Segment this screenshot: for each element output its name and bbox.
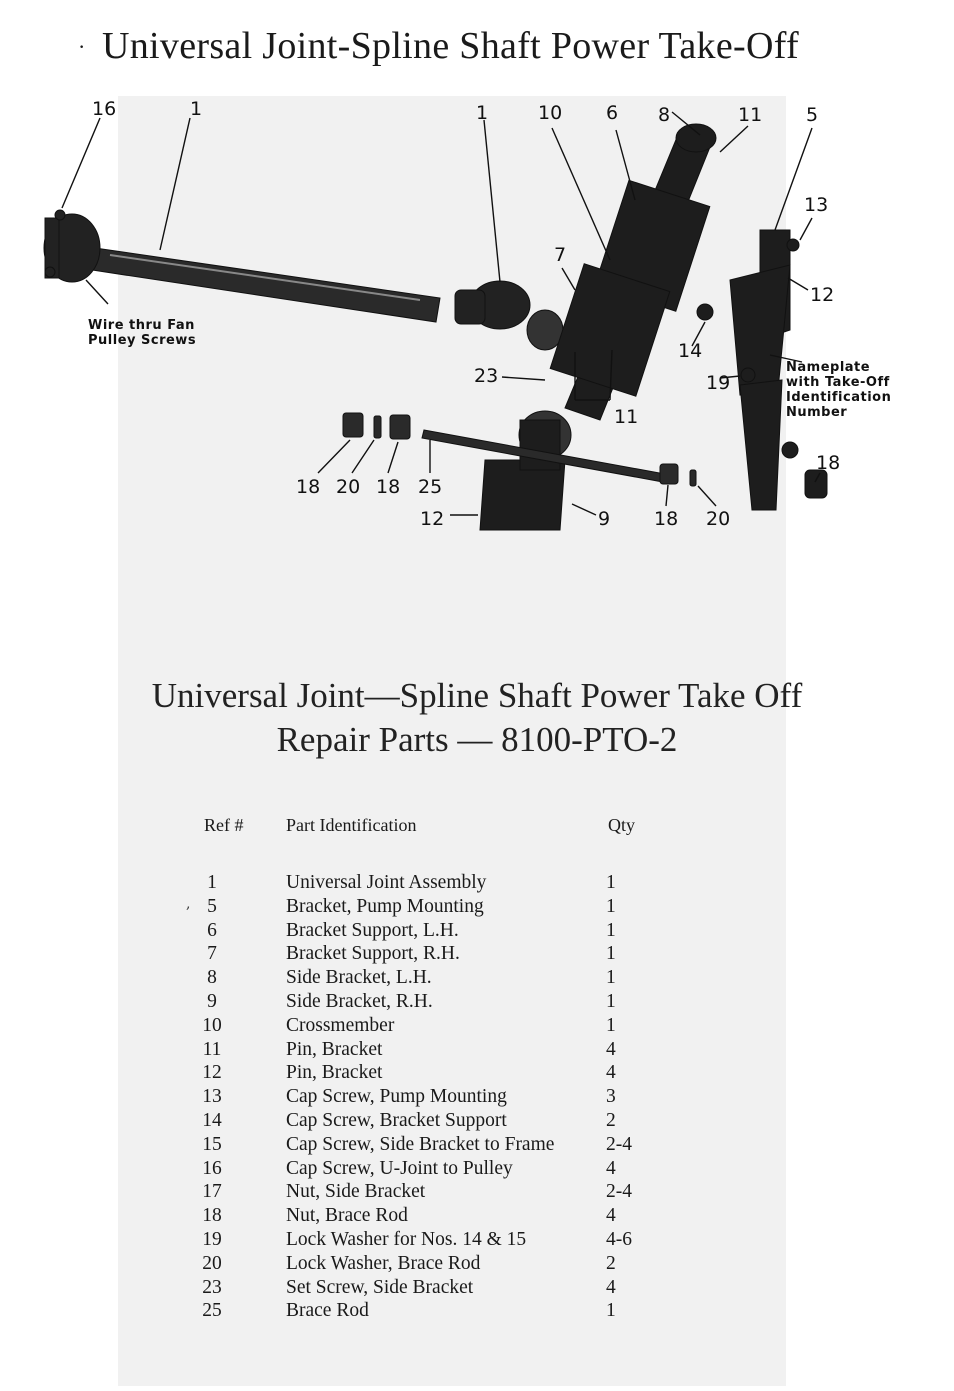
part-ref: 15 (202, 1133, 222, 1155)
table-row (200, 1204, 660, 1228)
part-name: Side Bracket, R.H. (286, 990, 433, 1012)
repair-parts-table (200, 815, 660, 1323)
callout-18-c: 18 (654, 508, 679, 530)
part-name: Brace Rod (286, 1300, 369, 1322)
section-heading-line-1: Universal Joint—Spline Shaft Power Take Off (151, 676, 803, 715)
part-ref: 13 (202, 1086, 222, 1108)
table-row (200, 966, 660, 990)
exploded-view-diagram (0, 90, 954, 560)
fan-pulley-note (88, 318, 196, 348)
part-ref: 14 (202, 1109, 222, 1131)
callout-11-bottom: 11 (614, 406, 639, 428)
callout-7: 7 (554, 244, 567, 266)
table-row (200, 1252, 660, 1276)
stray-mark: , (186, 896, 191, 912)
table-row (200, 1299, 660, 1323)
part-ref: 10 (202, 1014, 222, 1036)
nameplate-line-4: Number (786, 405, 848, 420)
table-row (200, 942, 660, 966)
table-row (200, 1157, 660, 1181)
part-qty: 1 (606, 990, 616, 1012)
part-qty: 1 (606, 943, 616, 965)
part-ref: 23 (202, 1276, 222, 1298)
universal-joint-left (44, 210, 100, 282)
part-qty: 4 (606, 1157, 616, 1179)
part-qty: 1 (606, 895, 616, 917)
part-qty: 1 (606, 1014, 616, 1036)
part-name: Cap Screw, Pump Mounting (286, 1086, 507, 1108)
table-row (200, 1133, 660, 1157)
part-ref: 17 (202, 1181, 222, 1203)
callout-20-b: 20 (706, 508, 731, 530)
part-ref: 12 (202, 1062, 222, 1084)
part-ref: 16 (202, 1157, 222, 1179)
callout-25: 25 (418, 476, 443, 498)
part-qty: 4-6 (606, 1228, 632, 1250)
part-qty: 2-4 (606, 1133, 632, 1155)
callout-12-right: 12 (810, 284, 835, 306)
part-qty: 3 (606, 1086, 616, 1108)
table-row (200, 1276, 660, 1300)
callout-23: 23 (474, 365, 499, 387)
header-ref: Ref # (204, 815, 244, 835)
part-qty: 1 (606, 967, 616, 989)
part-qty: 2-4 (606, 1181, 632, 1203)
callout-11-top: 11 (738, 104, 763, 126)
part-name: Nut, Brace Rod (286, 1205, 408, 1227)
part-qty: 2 (606, 1109, 616, 1131)
part-ref: 8 (207, 967, 217, 989)
part-name: Bracket Support, R.H. (286, 943, 460, 965)
part-name: Side Bracket, L.H. (286, 967, 432, 989)
part-ref: 25 (202, 1300, 222, 1322)
part-name: Lock Washer for Nos. 14 & 15 (286, 1228, 527, 1250)
table-row (200, 1085, 660, 1109)
callout-5: 5 (806, 104, 819, 126)
part-qty: 1 (606, 919, 616, 941)
table-row (200, 1228, 660, 1252)
part-name: Nut, Side Bracket (286, 1181, 426, 1203)
callout-9: 9 (598, 508, 611, 530)
table-row (200, 1061, 660, 1085)
part-ref: 6 (207, 919, 217, 941)
section-heading-line-2: Repair Parts — 8100-PTO-2 (276, 720, 678, 759)
callout-16: 16 (92, 98, 117, 120)
part-name: Cap Screw, Bracket Support (286, 1109, 507, 1131)
part-name: Cap Screw, U-Joint to Pulley (286, 1157, 513, 1179)
callout-8: 8 (658, 104, 671, 126)
part-name: Lock Washer, Brace Rod (286, 1252, 481, 1274)
table-row (200, 895, 660, 919)
part-ref: 19 (202, 1228, 222, 1250)
callout-6: 6 (606, 102, 619, 124)
part-qty: 4 (606, 1205, 616, 1227)
callout-19: 19 (706, 372, 731, 394)
part-name: Set Screw, Side Bracket (286, 1276, 474, 1298)
part-qty: 1 (606, 872, 616, 893)
callout-13: 13 (804, 194, 829, 216)
table-row (200, 1014, 660, 1038)
part-name: Universal Joint Assembly (286, 872, 487, 893)
part-ref: 20 (202, 1252, 222, 1274)
spline-shaft (92, 248, 440, 322)
part-name: Crossmember (286, 1014, 395, 1036)
part-ref: 11 (202, 1038, 222, 1060)
fan-note-line-2: Pulley Screws (88, 333, 197, 348)
part-ref: 5 (207, 895, 217, 917)
part-name: Cap Screw, Side Bracket to Frame (286, 1133, 555, 1155)
side-bracket-bottom (480, 411, 571, 530)
callout-18-b: 18 (376, 476, 401, 498)
table-body (200, 871, 660, 1323)
callout-20-a: 20 (336, 476, 361, 498)
document-title-text: Universal Joint-Spline Shaft Power Take-Off (102, 25, 799, 67)
part-name: Pin, Bracket (286, 1062, 383, 1084)
part-qty: 4 (606, 1062, 616, 1084)
callout-18-d: 18 (816, 452, 841, 474)
callout-10: 10 (538, 102, 563, 124)
table-row (200, 1180, 660, 1204)
nameplate-line-3: Identification (786, 390, 892, 405)
part-name: Pin, Bracket (286, 1038, 383, 1060)
part-ref: 1 (207, 872, 217, 893)
callout-18-a: 18 (296, 476, 321, 498)
title-bullet: · (78, 34, 86, 59)
part-qty: 4 (606, 1276, 616, 1298)
nameplate-note (786, 360, 891, 420)
table-row (200, 1109, 660, 1133)
callout-14: 14 (678, 340, 703, 362)
table-header (200, 815, 660, 871)
callout-12-bottom: 12 (420, 508, 445, 530)
part-qty: 4 (606, 1038, 616, 1060)
fan-note-line-1: Wire thru Fan (88, 318, 195, 333)
part-ref: 9 (207, 990, 217, 1012)
callout-1-left: 1 (190, 98, 203, 120)
nameplate-line-2: with Take-Off (786, 375, 890, 390)
part-qty: 1 (606, 1300, 616, 1322)
part-qty: 2 (606, 1252, 616, 1274)
table-row (200, 1038, 660, 1062)
callout-1-center: 1 (476, 102, 489, 124)
part-name: Bracket, Pump Mounting (286, 895, 484, 917)
part-name: Bracket Support, L.H. (286, 919, 459, 941)
table-row (200, 990, 660, 1014)
header-qty: Qty (608, 815, 635, 835)
table-row (200, 871, 660, 895)
document-title (78, 24, 844, 68)
table-row (200, 919, 660, 943)
nameplate-line-1: Nameplate (786, 360, 871, 375)
part-ref: 18 (202, 1205, 222, 1227)
header-part-identification: Part Identification (286, 815, 417, 835)
part-ref: 7 (207, 943, 217, 965)
universal-joint-center (455, 281, 563, 350)
